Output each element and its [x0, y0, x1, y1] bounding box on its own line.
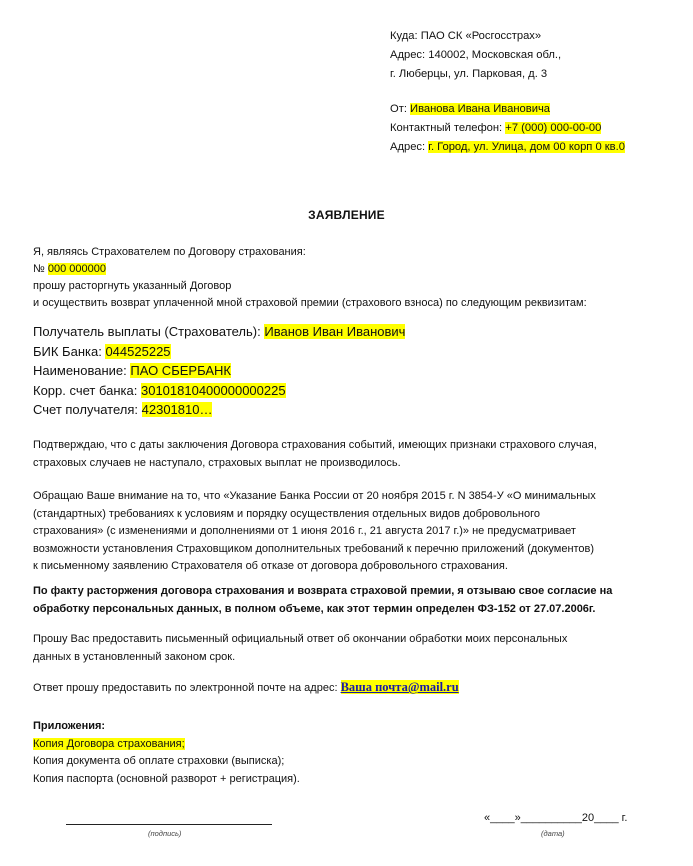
- consent-withdrawal-paragraph: [33, 583, 663, 618]
- legal-notice-line1: Обращаю Ваше внимание на то, что «Указание Банка России от 20 ноября 2015 г. N 3854-У «О минимальных: [33, 490, 596, 502]
- intro-line1: Я, являясь Страхователем по Договору страхования:: [33, 246, 306, 258]
- recipient-line: Куда: ПАО СК «Росгосстрах»: [390, 30, 542, 42]
- corr-account-requisite: [33, 381, 405, 401]
- recipient-requisite-value: Иванов Иван Иванович: [264, 324, 406, 339]
- phone-line: [390, 119, 625, 138]
- bank-name-label: Наименование:: [33, 363, 127, 378]
- date-field: «____»__________20____ г.: [484, 812, 628, 824]
- recipient-requisite: [33, 322, 405, 342]
- contract-number-line: [33, 261, 587, 278]
- attachment-item-2: Копия документа об оплате страховки (выписка);: [33, 755, 285, 767]
- attachments-heading: Приложения:: [33, 720, 106, 732]
- bank-name-value: ПАО СБЕРБАНК: [130, 363, 231, 378]
- attachment-item-3: Копия паспорта (основной разворот + регистрация).: [33, 772, 300, 785]
- recipient-account-label: Счет получателя:: [33, 402, 139, 417]
- sender-name: Иванова Ивана Ивановича: [410, 103, 550, 115]
- response-request-line1: Прошу Вас предоставить письменный официальный ответ об окончании обработки моих персональных: [33, 633, 568, 645]
- response-request-paragraph: [33, 631, 663, 666]
- date-caption: (дата): [541, 829, 565, 838]
- recipient-requisite-label: Получатель выплаты (Страхователь):: [33, 324, 261, 339]
- sender-address-label: Адрес:: [390, 141, 426, 153]
- sender-line: [390, 100, 625, 119]
- confirmation-line2: страховых случаев не наступало, страховых выплат не производилось.: [33, 456, 401, 469]
- sender-address-value: г. Город, ул. Улица, дом 00 корп 0 кв.0: [428, 141, 625, 153]
- email-line: [33, 679, 663, 698]
- consent-line1: По факту расторжения договора страхования и возврата страховой премии, я отзываю свое согласие на: [33, 585, 613, 597]
- bik-value: 044525225: [105, 343, 171, 359]
- contract-number: 000 000000: [47, 263, 106, 275]
- number-prefix: №: [33, 263, 45, 275]
- document-title: ЗАЯВЛЕНИЕ: [308, 208, 385, 222]
- requisites-block: [33, 322, 405, 420]
- legal-notice-line4: возможности установления Страховщиком дополнительных требований к перечню приложений (документов): [33, 542, 595, 555]
- intro-block: [33, 244, 587, 312]
- sender-address-line: [390, 138, 625, 157]
- intro-line3: прошу расторгнуть указанный Договор: [33, 280, 232, 292]
- recipient-address-line1: Адрес: 140002, Московская обл.,: [390, 49, 562, 61]
- recipient-address-line2: г. Люберцы, ул. Парковая, д. 3: [390, 68, 548, 80]
- legal-notice-line2: (стандартных) требованиях к условиям и порядку осуществления отдельных видов добровольного: [33, 507, 540, 520]
- signature-caption: (подпись): [148, 829, 182, 838]
- sender-label: От:: [390, 103, 407, 115]
- confirmation-paragraph: [33, 437, 663, 472]
- legal-notice-line5: к письменному заявлению Страхователя об отказе от договора добровольного страхования.: [33, 560, 508, 572]
- email-link[interactable]: Ваша почта@mail.ru: [340, 680, 459, 694]
- bik-requisite: [33, 342, 405, 362]
- response-request-line2: данных в установленный законом срок.: [33, 650, 236, 663]
- email-paragraph: [33, 679, 663, 698]
- confirmation-line1: Подтверждаю, что с даты заключения Договора страхования событий, имеющих признаки страхового случая,: [33, 439, 597, 451]
- corr-account-label: Корр. счет банка:: [33, 382, 138, 398]
- attachment-item-1: [33, 736, 663, 754]
- legal-notice-paragraph: [33, 488, 663, 576]
- consent-line2: обработку персональных данных, в полном объеме, как этот термин определен ФЗ-152 от 27.07.2006г.: [33, 602, 596, 615]
- phone-value: +7 (000) 000-00-00: [505, 122, 602, 134]
- corr-account-value: 30101810400000000225: [140, 382, 286, 398]
- attachments-block: [33, 718, 663, 788]
- intro-line4: и осуществить возврат уплаченной мной страховой премии (страхового взноса) по следующим реквизитам:: [33, 297, 587, 309]
- email-prompt: Ответ прошу предоставить по электронной почте на адрес:: [33, 682, 338, 694]
- signature-line: [66, 812, 272, 825]
- attachment-item-1-text: Копия Договора страхования;: [33, 737, 185, 750]
- recipient-account-value: 42301810…: [141, 402, 213, 417]
- legal-notice-line3: страхования» (с изменениями и дополнениями от 1 июня 2016 г., 21 августа 2017 г.)» не предусматривает: [33, 525, 576, 537]
- recipient-account-requisite: [33, 400, 405, 420]
- bik-label: БИК Банка:: [33, 343, 102, 359]
- phone-label: Контактный телефон:: [390, 122, 503, 134]
- bank-name-requisite: [33, 361, 405, 381]
- header-block: [390, 27, 625, 157]
